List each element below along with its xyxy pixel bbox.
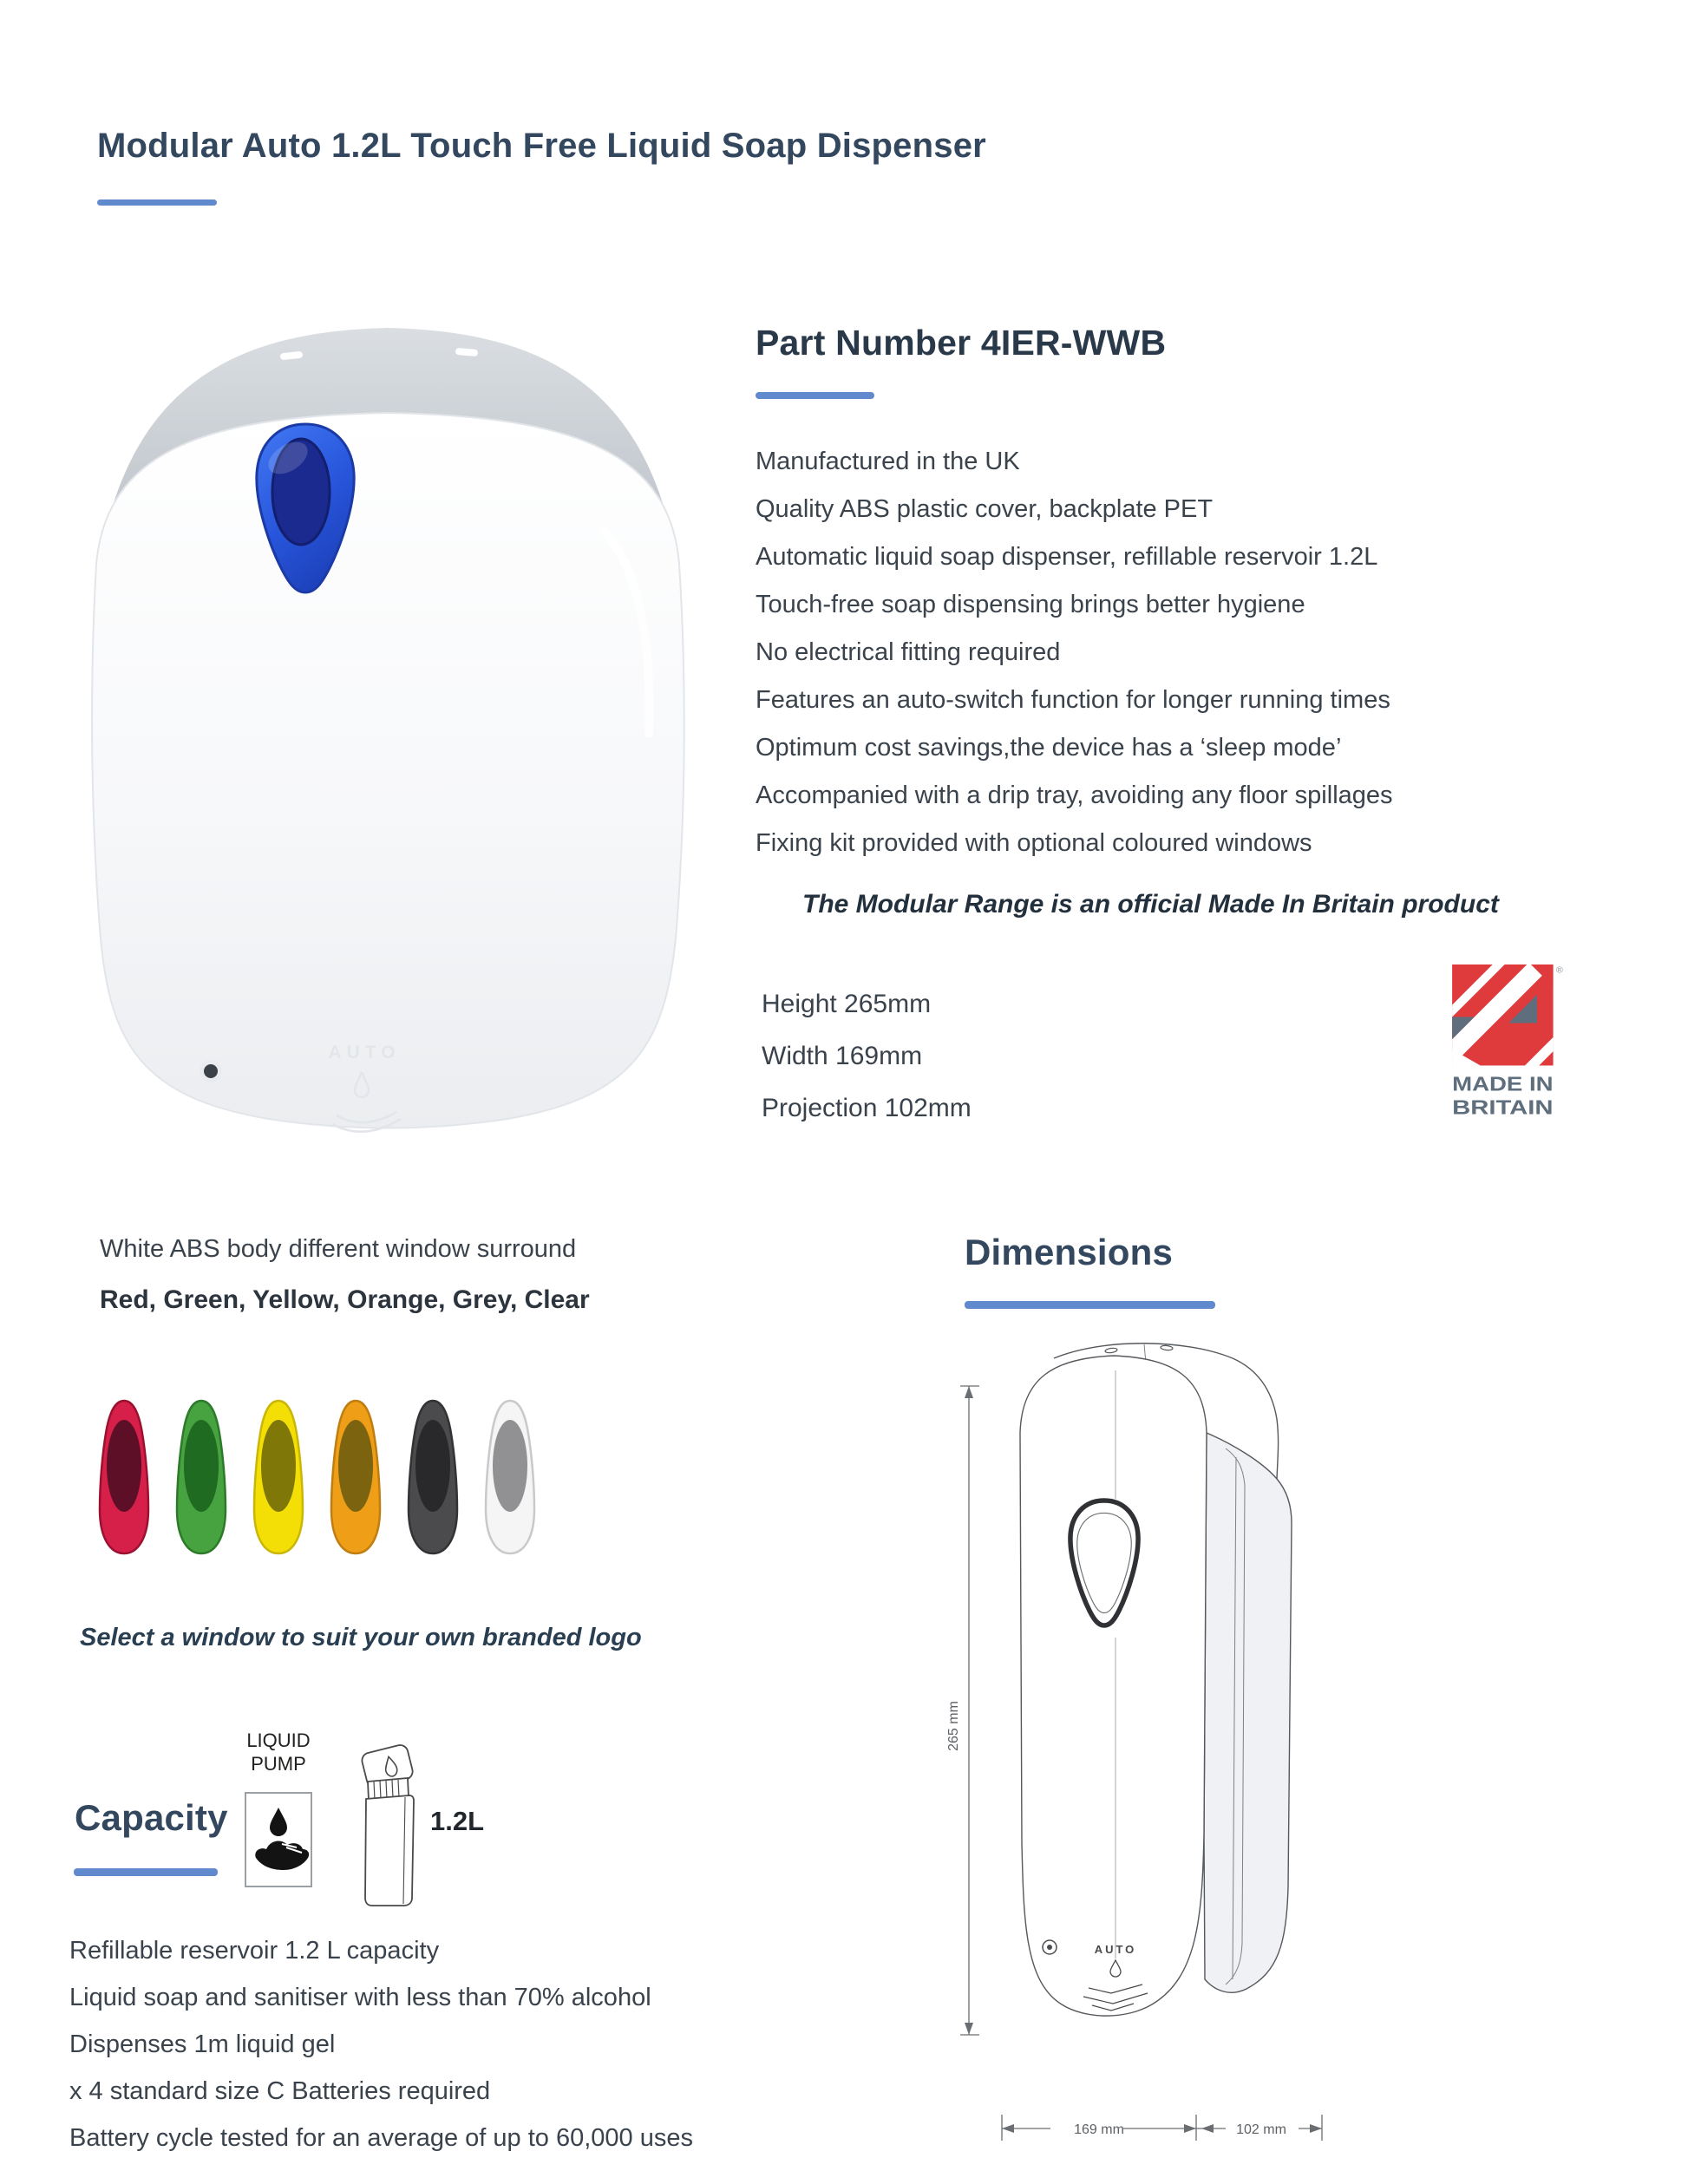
feature-item: Fixing kit provided with optional coloured windows xyxy=(756,829,1312,857)
sketch-slot-left xyxy=(1105,1348,1118,1354)
liquid-pump-label xyxy=(232,1729,324,1775)
capacity-detail-list xyxy=(69,1927,693,2161)
capacity-item: x 4 standard size C Batteries required xyxy=(69,2077,491,2105)
teardrop-swatch-clear xyxy=(483,1398,537,1556)
capacity-underline xyxy=(74,1868,218,1876)
teardrop-swatch-orange xyxy=(329,1398,383,1556)
page-title: Modular Auto 1.2L Touch Free Liquid Soap Dispenser xyxy=(97,127,986,165)
dimension-sketch xyxy=(939,1336,1338,2173)
dimensions-heading: Dimensions xyxy=(965,1232,1174,1272)
window-surround-intro: White ABS body different window surround xyxy=(100,1235,577,1263)
registered-mark: ® xyxy=(1556,965,1563,976)
sketch-led-dot xyxy=(1047,1945,1052,1950)
height-dimension-lines xyxy=(960,1386,979,2035)
product-photo xyxy=(82,252,690,1154)
cartridge-icon xyxy=(354,1742,422,1910)
capacity-item: Liquid soap and sanitiser with less than 70% alcohol xyxy=(69,1984,651,2011)
depth-arrow-right xyxy=(1310,2124,1322,2133)
spec-width: Width 169mm xyxy=(762,1042,923,1070)
sketch-slot-right xyxy=(1161,1345,1173,1350)
width-arrow-left xyxy=(1002,2124,1014,2133)
drop-icon xyxy=(270,1808,287,1836)
dispenser-photo-graphic xyxy=(82,252,690,1154)
feature-item: No electrical fitting required xyxy=(756,638,1061,666)
feature-item: Quality ABS plastic cover, backplate PET xyxy=(756,495,1214,523)
volume-label: 1.2L xyxy=(430,1806,485,1836)
feature-item: Features an auto-switch function for longer running times xyxy=(756,686,1390,714)
feature-item: Optimum cost savings,the device has a ‘sleep mode’ xyxy=(756,734,1342,762)
sketch-auto-label: AUTO xyxy=(1094,1943,1137,1956)
feature-item: Automatic liquid soap dispenser, refillable reservoir 1.2L xyxy=(756,543,1378,571)
feature-list xyxy=(756,438,1393,867)
feature-item: Accompanied with a drip tray, avoiding any floor spillages xyxy=(756,781,1393,809)
depth-dimension-label: 102 mm xyxy=(1236,2122,1286,2137)
svg-text:MADE IN: MADE IN xyxy=(1452,1072,1554,1095)
feature-item: Manufactured in the UK xyxy=(756,448,1020,475)
capacity-heading: Capacity xyxy=(75,1797,228,1838)
hand-icon xyxy=(255,1841,309,1870)
teardrop-swatch-yellow xyxy=(252,1398,305,1556)
teardrop-swatch-green xyxy=(174,1398,228,1556)
part-number-heading: Part Number 4IER-WWB xyxy=(756,323,1167,363)
made-in-britain-note: The Modular Range is an official Made In Britain product xyxy=(802,890,1499,919)
capacity-item: Battery cycle tested for an average of up to 60,000 uses xyxy=(69,2124,693,2152)
spec-list xyxy=(762,978,972,1135)
liquid-pump-label-line1: LIQUID xyxy=(246,1730,311,1751)
spec-height: Height 265mm xyxy=(762,990,932,1018)
title-underline xyxy=(97,199,217,206)
spec-projection: Projection 102mm xyxy=(762,1094,972,1122)
dispenser-body xyxy=(92,413,684,1128)
sketch-side-face xyxy=(1204,1433,1292,1992)
capacity-item: Dispenses 1m liquid gel xyxy=(69,2030,336,2058)
part-number-underline xyxy=(756,392,874,399)
mib-wordmark xyxy=(1452,1073,1553,1119)
height-arrow-bottom xyxy=(965,2023,973,2035)
feature-item: Touch-free soap dispensing brings better hygiene xyxy=(756,591,1305,618)
capacity-item: Refillable reservoir 1.2 L capacity xyxy=(69,1937,440,1965)
width-dimension-label: 169 mm xyxy=(1074,2122,1124,2137)
made-in-britain-logo xyxy=(1450,964,1563,1124)
window-colour-swatches xyxy=(97,1398,537,1556)
cartridge-body xyxy=(365,1795,414,1906)
led-dot xyxy=(204,1064,218,1078)
select-window-note: Select a window to suit your own branded logo xyxy=(80,1624,642,1651)
auto-emboss-label: AUTO xyxy=(328,1043,401,1063)
teardrop-swatch-red xyxy=(97,1398,151,1556)
depth-arrow-left xyxy=(1201,2124,1214,2133)
liquid-pump-label-line2: PUMP xyxy=(251,1753,306,1775)
width-arrow-right xyxy=(1184,2124,1196,2133)
liquid-pump-icon xyxy=(245,1792,312,1887)
dimensions-underline xyxy=(965,1301,1215,1309)
sketch-front-face xyxy=(1020,1356,1207,2016)
window-colour-list: Red, Green, Yellow, Orange, Grey, Clear xyxy=(100,1285,590,1314)
height-dimension-label: 265 mm xyxy=(946,1701,961,1751)
svg-text:BRITAIN: BRITAIN xyxy=(1452,1095,1554,1119)
height-arrow-top xyxy=(965,1386,973,1398)
teardrop-swatch-grey xyxy=(406,1398,460,1556)
